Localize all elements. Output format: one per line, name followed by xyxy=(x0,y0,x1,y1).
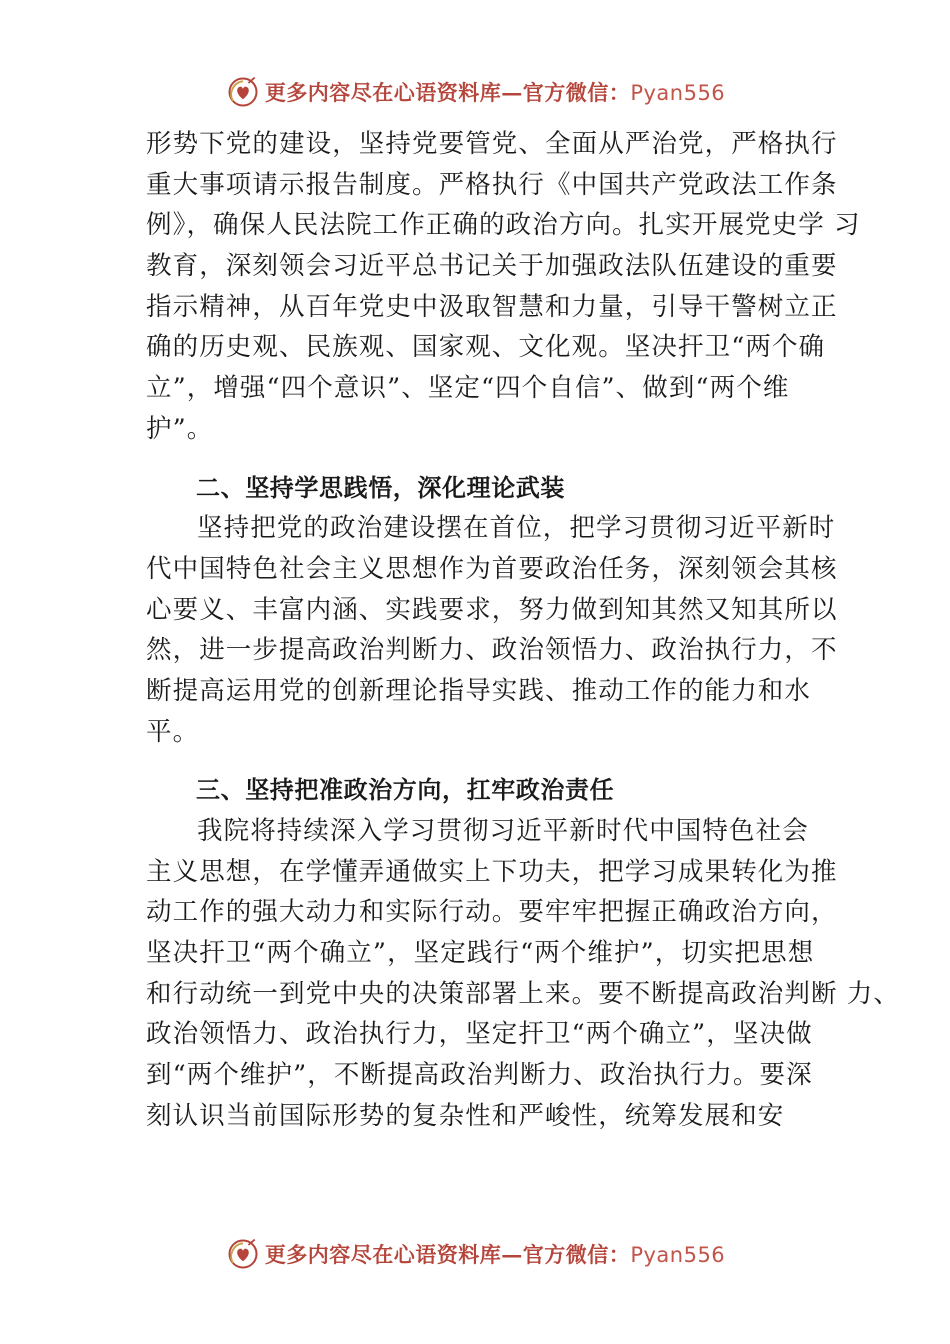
watermark-banner-top xyxy=(0,72,950,112)
text-line: 指示精神，从百年党史中汲取智慧和力量，引导干警树立正 xyxy=(146,291,838,322)
text-line: 坚持把党的政治建设摆在首位，把学习贯彻习近平新时 xyxy=(197,513,836,544)
text-line: 刻认识当前国际形势的复杂性和严峻性，统筹发展和安 xyxy=(146,1100,785,1131)
text-line: 形势下党的建设，坚持党要管党、全面从严治党，严格执行 xyxy=(146,129,838,159)
text-line: 动工作的强大动力和实际行动。要牢牢把握正确政治方向， xyxy=(146,897,838,928)
watermark-text: 更多内容尽在心语资料库—官方微信：Pyan556 xyxy=(264,1242,726,1267)
text-line: 断提高运用党的创新理论指导实践、推动工作的能力和水 xyxy=(146,675,812,706)
text-line: 我院将持续深入学习贯彻习近平新时代中国特色社会 xyxy=(197,816,809,846)
text-line: 平。 xyxy=(146,716,200,747)
text-line: 主义思想，在学懂弄通做实上下功夫，把学习成果转化为推 xyxy=(146,856,838,887)
text-line: 重大事项请示报告制度。严格执行《中国共产党政法工作条 xyxy=(146,169,838,200)
text-line: 护”。 xyxy=(146,413,214,444)
section-2-heading: 二、坚持学思践悟，深化理论武装 xyxy=(196,473,565,502)
paragraph-1 xyxy=(146,124,861,450)
section-2-paragraph xyxy=(146,508,838,752)
watermark-text: 更多内容尽在心语资料库—官方微信：Pyan556 xyxy=(264,80,726,105)
section-3-paragraph xyxy=(146,811,901,1137)
heart-logo-icon xyxy=(225,1236,261,1272)
heart-logo-icon xyxy=(225,74,261,110)
wechat-id: Pyan556 xyxy=(630,1243,726,1267)
text-line: 例》，确保人民法院工作正确的政治方向。扎实开展党史学 习 xyxy=(146,210,861,241)
text-line: 确的历史观、民族观、国家观、文化观。坚决扞卫“两个确 xyxy=(146,332,826,363)
text-line: 立”，增强“四个意识”、坚定“四个自信”、做到“两个维 xyxy=(146,373,790,404)
text-line: 心要义、丰富内涵、实践要求，努力做到知其然又知其所以 xyxy=(146,594,838,625)
wechat-id: Pyan556 xyxy=(630,81,726,105)
text-line: 教育，深刻领会习近平总书记关于加强政法队伍建设的重要 xyxy=(146,251,838,282)
section-3-heading: 三、坚持把准政治方向，扛牢政治责任 xyxy=(196,776,615,805)
text-line: 和行动统一到党中央的决策部署上来。要不断提高政治判断 力、 xyxy=(146,978,901,1009)
text-line: 代中国特色社会主义思想作为首要政治任务，深刻领会其核 xyxy=(146,553,838,584)
text-line: 坚决扞卫“两个确立”，坚定践行“两个维护”，切实把思想 xyxy=(146,938,815,969)
text-line: 然，进一步提高政治判断力、政治领悟力、政治执行力，不 xyxy=(146,635,838,666)
watermark-banner-bottom xyxy=(0,1234,950,1274)
text-line: 政治领悟力、政治执行力，坚定扞卫“两个确立”，坚决做 xyxy=(146,1019,813,1050)
text-line: 到“两个维护”，不断提高政治判断力、政治执行力。要深 xyxy=(146,1060,813,1091)
document-body xyxy=(146,124,901,1137)
